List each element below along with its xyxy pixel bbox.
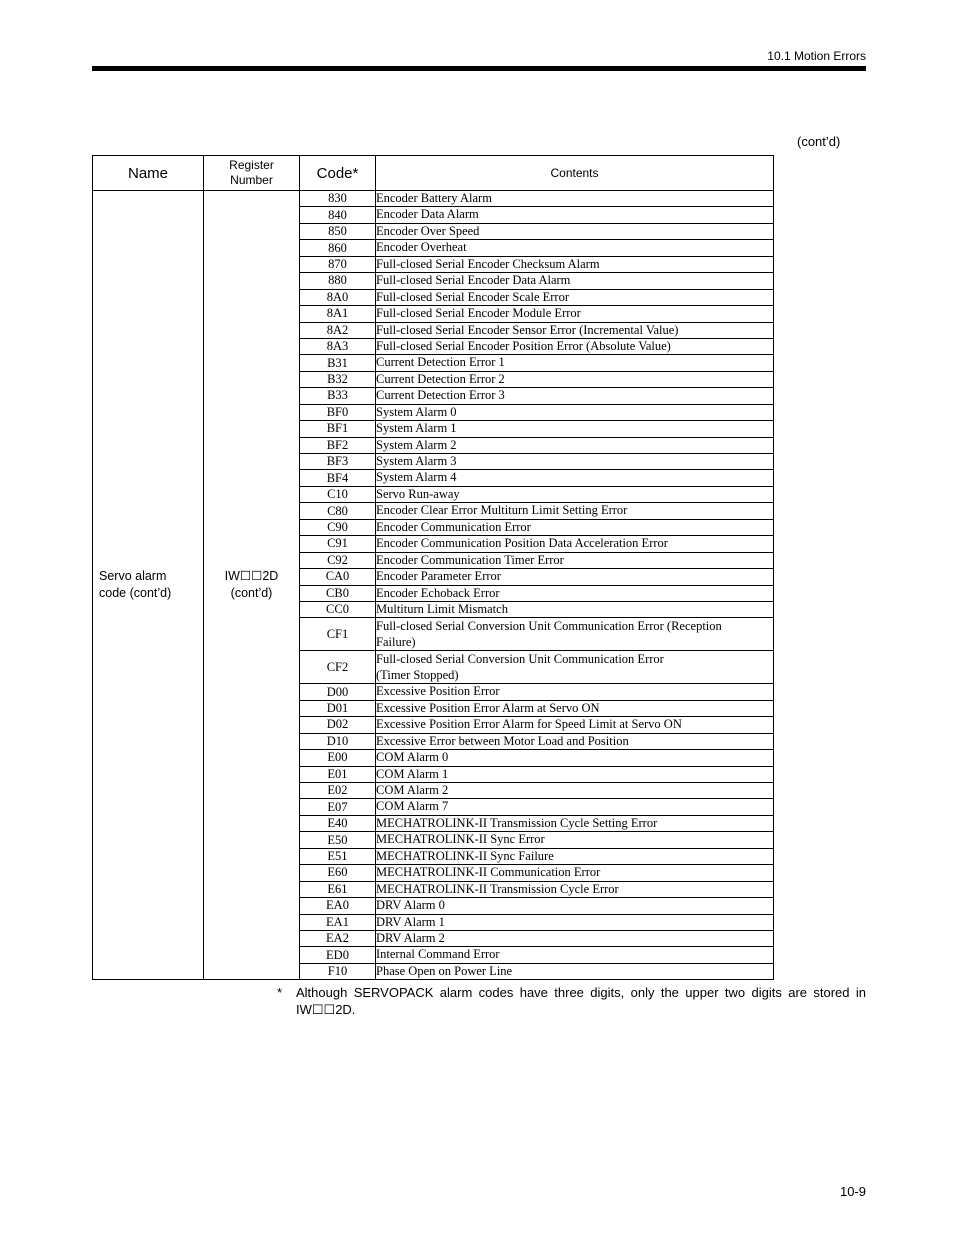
footnote-marker: *	[277, 985, 283, 1000]
register-cell	[204, 191, 300, 980]
contents-line2: Failure)	[376, 635, 416, 650]
contents-cell: Encoder Data Alarm	[376, 207, 774, 223]
code-cell: BF3	[300, 454, 376, 470]
continued-label: (cont’d)	[797, 134, 841, 149]
contents-cell: Encoder Parameter Error	[376, 569, 774, 585]
contents-cell: System Alarm 4	[376, 470, 774, 486]
code-cell: E50	[300, 832, 376, 848]
register-line1: IW☐☐2D	[224, 569, 279, 584]
code-cell: C10	[300, 486, 376, 502]
code-cell: CB0	[300, 585, 376, 601]
contents-cell: Excessive Position Error	[376, 684, 774, 700]
code-cell: 8A3	[300, 338, 376, 354]
contents-cell: DRV Alarm 2	[376, 930, 774, 946]
code-cell: 880	[300, 273, 376, 289]
contents-line2: (Timer Stopped)	[376, 668, 459, 683]
contents-cell: MECHATROLINK-II Sync Failure	[376, 848, 774, 864]
contents-cell: COM Alarm 1	[376, 766, 774, 782]
contents-cell: DRV Alarm 0	[376, 898, 774, 914]
page-number: 10-9	[839, 1184, 866, 1199]
contents-cell: Excessive Error between Motor Load and Position	[376, 733, 774, 749]
contents-cell: Current Detection Error 2	[376, 371, 774, 387]
code-cell: 8A1	[300, 306, 376, 322]
code-cell: D00	[300, 684, 376, 700]
code-cell: 840	[300, 207, 376, 223]
contents-cell: Full-closed Serial Encoder Position Error (Absolute Value)	[376, 338, 774, 354]
code-cell: 860	[300, 240, 376, 256]
contents-cell: Current Detection Error 1	[376, 355, 774, 371]
code-cell: EA1	[300, 914, 376, 930]
contents-cell: Encoder Overheat	[376, 240, 774, 256]
code-cell: C91	[300, 536, 376, 552]
header-register-line2: Number	[230, 173, 273, 187]
code-cell: CC0	[300, 601, 376, 617]
contents-cell: System Alarm 3	[376, 454, 774, 470]
code-cell: BF4	[300, 470, 376, 486]
contents-cell: System Alarm 0	[376, 404, 774, 420]
name-cell	[93, 191, 204, 980]
name-line1: Servo alarm	[99, 569, 167, 584]
contents-cell: System Alarm 1	[376, 421, 774, 437]
code-cell: E51	[300, 848, 376, 864]
header-contents: Contents	[376, 156, 774, 191]
table-header-row	[93, 156, 774, 191]
contents-cell: Encoder Battery Alarm	[376, 191, 774, 207]
contents-cell: MECHATROLINK-II Transmission Cycle Error	[376, 881, 774, 897]
contents-cell: Full-closed Serial Encoder Data Alarm	[376, 273, 774, 289]
code-cell: E00	[300, 750, 376, 766]
code-cell: E07	[300, 799, 376, 815]
code-cell: 8A2	[300, 322, 376, 338]
footnote	[277, 984, 866, 1018]
code-cell: B31	[300, 355, 376, 371]
contents-cell: Encoder Clear Error Multiturn Limit Setting Error	[376, 503, 774, 519]
header-rule	[92, 66, 866, 71]
code-cell: BF2	[300, 437, 376, 453]
contents-cell: COM Alarm 7	[376, 799, 774, 815]
contents-cell: Excessive Position Error Alarm for Speed Limit at Servo ON	[376, 717, 774, 733]
contents-cell: COM Alarm 2	[376, 783, 774, 799]
code-cell: E40	[300, 815, 376, 831]
code-cell: D10	[300, 733, 376, 749]
servo-alarm-table	[92, 155, 774, 980]
code-cell: C92	[300, 552, 376, 568]
contents-cell: Encoder Over Speed	[376, 223, 774, 239]
contents-cell: Full-closed Serial Encoder Checksum Alarm	[376, 256, 774, 272]
code-cell: C90	[300, 519, 376, 535]
contents-cell: COM Alarm 0	[376, 750, 774, 766]
code-cell: CA0	[300, 569, 376, 585]
contents-cell: DRV Alarm 1	[376, 914, 774, 930]
header-name: Name	[93, 156, 204, 191]
contents-cell: Full-closed Serial Encoder Scale Error	[376, 289, 774, 305]
contents-cell: Current Detection Error 3	[376, 388, 774, 404]
running-header: 10.1 Motion Errors	[767, 49, 866, 63]
code-cell: 870	[300, 256, 376, 272]
contents-cell: System Alarm 2	[376, 437, 774, 453]
contents-cell: Encoder Echoback Error	[376, 585, 774, 601]
footnote-text: Although SERVOPACK alarm codes have three digits, only the upper two digits are stored in IW☐☐2D.	[296, 985, 866, 1017]
contents-cell	[376, 618, 774, 651]
contents-cell: MECHATROLINK-II Sync Error	[376, 832, 774, 848]
contents-cell: Encoder Communication Position Data Acceleration Error	[376, 536, 774, 552]
code-cell: F10	[300, 963, 376, 979]
header-register-number	[204, 156, 300, 191]
contents-cell: Internal Command Error	[376, 947, 774, 963]
register-line2: (cont’d)	[230, 586, 273, 601]
code-cell: ED0	[300, 947, 376, 963]
code-cell: CF2	[300, 651, 376, 684]
code-cell: E01	[300, 766, 376, 782]
contents-line1: Full-closed Serial Conversion Unit Communication Error (Reception	[376, 619, 722, 634]
contents-cell: MECHATROLINK-II Transmission Cycle Setting Error	[376, 815, 774, 831]
contents-cell: Phase Open on Power Line	[376, 963, 774, 979]
name-line2: code (cont’d)	[99, 586, 172, 601]
header-register-line1: Register	[229, 158, 274, 172]
contents-cell: Excessive Position Error Alarm at Servo ON	[376, 700, 774, 716]
code-cell: BF1	[300, 421, 376, 437]
contents-line1: Full-closed Serial Conversion Unit Communication Error	[376, 652, 664, 667]
code-cell: EA2	[300, 930, 376, 946]
header-code: Code*	[300, 156, 376, 191]
code-cell: E61	[300, 881, 376, 897]
code-cell: D01	[300, 700, 376, 716]
table-row	[93, 191, 774, 207]
contents-cell: Multiturn Limit Mismatch	[376, 601, 774, 617]
code-cell: C80	[300, 503, 376, 519]
code-cell: CF1	[300, 618, 376, 651]
code-cell: 830	[300, 191, 376, 207]
contents-cell	[376, 651, 774, 684]
code-cell: BF0	[300, 404, 376, 420]
code-cell: B32	[300, 371, 376, 387]
code-cell: D02	[300, 717, 376, 733]
table-body	[93, 191, 774, 980]
contents-cell: MECHATROLINK-II Communication Error	[376, 865, 774, 881]
code-cell: E02	[300, 783, 376, 799]
code-cell: 8A0	[300, 289, 376, 305]
code-cell: E60	[300, 865, 376, 881]
contents-cell: Encoder Communication Timer Error	[376, 552, 774, 568]
code-cell: EA0	[300, 898, 376, 914]
code-cell: B33	[300, 388, 376, 404]
contents-cell: Servo Run-away	[376, 486, 774, 502]
contents-cell: Full-closed Serial Encoder Sensor Error (Incremental Value)	[376, 322, 774, 338]
contents-cell: Encoder Communication Error	[376, 519, 774, 535]
code-cell: 850	[300, 223, 376, 239]
contents-cell: Full-closed Serial Encoder Module Error	[376, 306, 774, 322]
